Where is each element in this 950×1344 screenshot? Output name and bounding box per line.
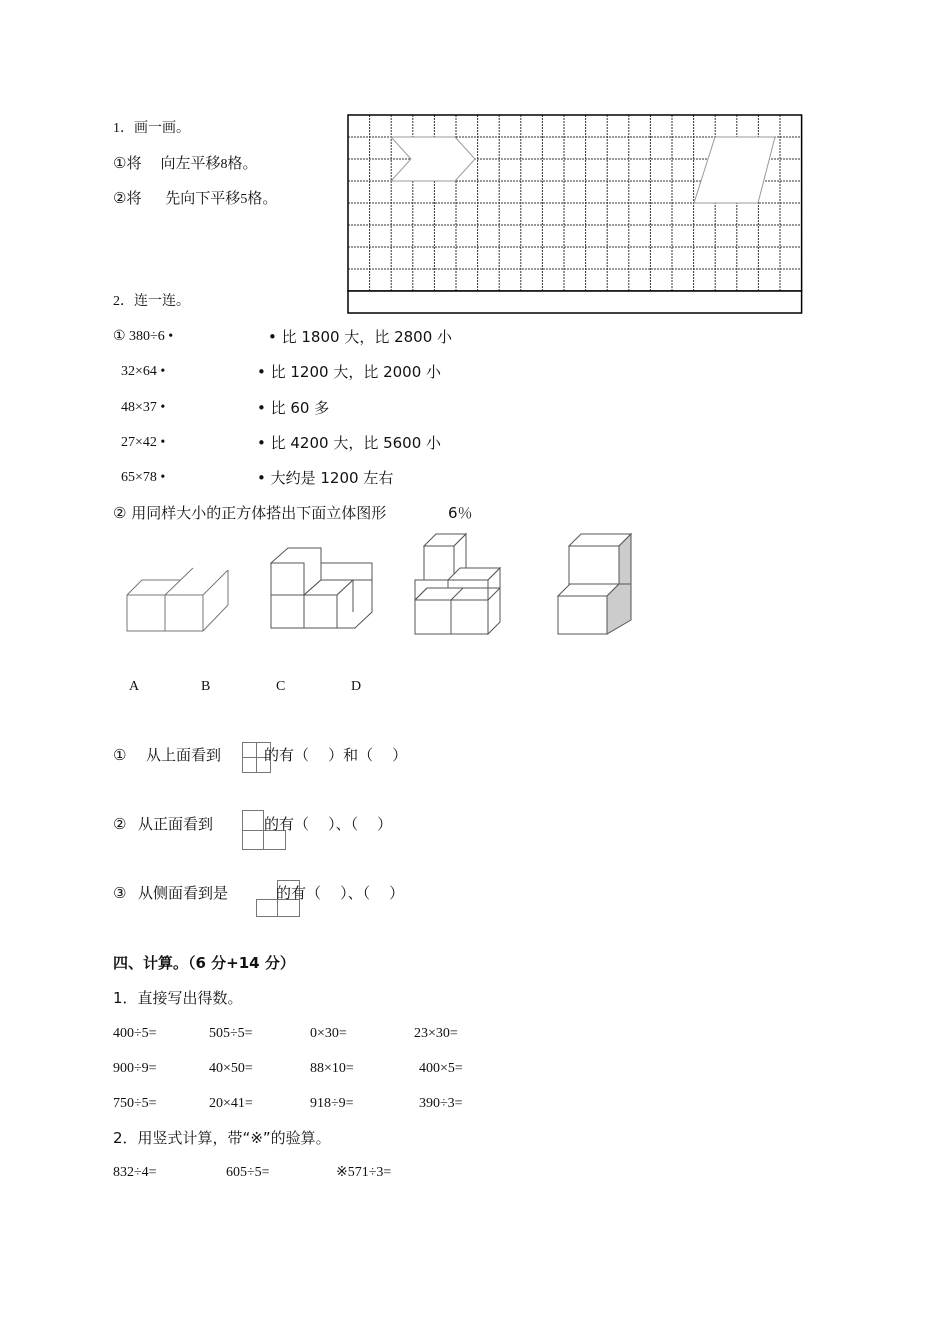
q1-line2-unit: 格。: [247, 189, 278, 207]
q1-line2-action: 先向下平移: [165, 189, 241, 207]
vertical-calc-1: 832÷4=: [113, 1165, 157, 1180]
translation-grid: [347, 114, 802, 315]
label-d: D: [351, 679, 362, 694]
match-left-2[interactable]: 32×64 •: [121, 364, 166, 379]
view-top-marker: ①: [113, 746, 127, 764]
view-top-answer[interactable]: 的有（ ）和（ ）: [264, 746, 408, 764]
view-side-answer[interactable]: 的有（ ）、（ ）: [276, 884, 405, 902]
calc-r2-c1: 900÷9=: [113, 1061, 157, 1076]
section4-sub2: 2．用竖式计算，带“※”的验算。: [113, 1129, 331, 1147]
q1-line1-marker: ①将: [113, 154, 142, 172]
calc-r2-c3: 88×10=: [310, 1061, 354, 1076]
vertical-calc-2: 605÷5=: [226, 1165, 270, 1180]
calc-r1-c1: 400÷5=: [113, 1026, 157, 1041]
match-left-4[interactable]: 27×42 •: [121, 435, 166, 450]
view-front-marker: ②: [113, 815, 127, 833]
calc-r3-c3: 918÷9=: [310, 1096, 354, 1111]
figure-b: [268, 545, 378, 635]
section4-title: 四、计算。（6 分+14 分）: [113, 954, 295, 972]
figure-c: [412, 532, 507, 637]
q1-line1-unit: 格。: [227, 154, 258, 172]
figure-d: [555, 532, 640, 637]
q1-line1-action: 向左平移: [160, 154, 221, 172]
match-right-3[interactable]: • 比 60 多: [257, 399, 330, 417]
cubes-score: 6％: [448, 504, 473, 522]
figure-a: [120, 560, 235, 640]
match-right-1[interactable]: • 比 1800 大，比 2800 小: [268, 328, 453, 346]
calc-r3-c4: 390÷3=: [419, 1096, 463, 1111]
match-left-1[interactable]: ① 380÷6 •: [113, 329, 174, 344]
calc-r1-c3: 0×30=: [310, 1026, 347, 1041]
match-left-5[interactable]: 65×78 •: [121, 470, 166, 485]
match-right-2[interactable]: • 比 1200 大，比 2000 小: [257, 363, 442, 381]
calc-r3-c2: 20×41=: [209, 1096, 253, 1111]
match-right-4[interactable]: • 比 4200 大，比 5600 小: [257, 434, 442, 452]
q1-title: 1．画一画。: [113, 121, 190, 136]
q1-line1: [113, 153, 258, 175]
view-top-label: 从上面看到: [146, 746, 222, 764]
q1-line2-marker: ②将: [113, 189, 142, 207]
q1-line2-number: 5: [240, 192, 248, 207]
q1-line1-number: 8: [220, 157, 228, 172]
cubes-title: ② 用同样大小的正方体搭出下面立体图形: [113, 504, 387, 522]
grid-bottom-bar: [348, 291, 802, 313]
section4-sub1: 1．直接写出得数。: [113, 989, 243, 1007]
label-a: A: [129, 679, 140, 694]
calc-r2-c4: 400×5=: [419, 1061, 463, 1076]
vertical-calc-3: ※571÷3=: [336, 1165, 392, 1180]
match-right-5[interactable]: • 大约是 1200 左右: [257, 469, 394, 487]
label-b: B: [201, 679, 211, 694]
match-left-3[interactable]: 48×37 •: [121, 400, 166, 415]
calc-r1-c4: 23×30=: [414, 1026, 458, 1041]
view-front-label: 从正面看到: [138, 815, 214, 833]
parallelogram-shape: [694, 137, 775, 203]
view-side-label: 从侧面看到是: [138, 884, 229, 902]
q2-title: 2．连一连。: [113, 294, 190, 309]
view-front-answer[interactable]: 的有（ ）、（ ）: [264, 815, 393, 833]
calc-r1-c2: 505÷5=: [209, 1026, 253, 1041]
q1-line2: [113, 188, 277, 210]
calc-r2-c2: 40×50=: [209, 1061, 253, 1076]
label-c: C: [276, 679, 286, 694]
calc-r3-c1: 750÷5=: [113, 1096, 157, 1111]
view-side-marker: ③: [113, 884, 127, 902]
